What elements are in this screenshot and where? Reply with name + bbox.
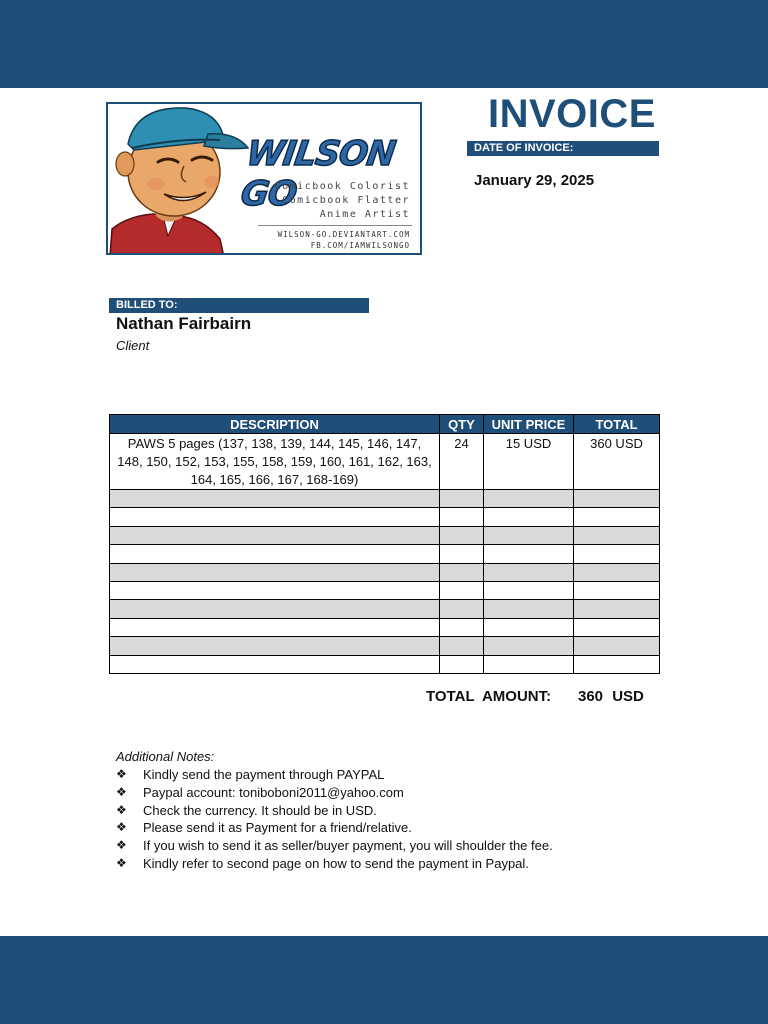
empty-cell <box>574 490 660 508</box>
item-total: 360 USD <box>574 434 660 490</box>
logo-role: Anime Artist <box>319 209 410 220</box>
notes-title: Additional Notes: <box>116 749 215 764</box>
total-amount-value: 360 USD <box>578 688 644 705</box>
empty-cell <box>484 490 574 508</box>
empty-cell <box>574 600 660 618</box>
empty-cell <box>484 581 574 599</box>
empty-cell <box>484 508 574 526</box>
total-amount-label: TOTAL AMOUNT: <box>426 688 552 705</box>
logo-role: Comicbook Colorist <box>274 181 410 192</box>
diamond-bullet-icon: ❖ <box>116 784 127 799</box>
empty-cell <box>110 600 440 618</box>
empty-cell <box>440 526 484 544</box>
column-header-qty: QTY <box>440 415 484 434</box>
empty-cell <box>440 655 484 673</box>
logo-role: Comicbook Flatter <box>282 195 410 206</box>
table-row-empty <box>110 618 660 636</box>
note-text: Kindly refer to second page on how to send the payment in Paypal. <box>143 855 529 871</box>
empty-cell <box>484 600 574 618</box>
footer-band <box>0 936 768 1024</box>
diamond-bullet-icon: ❖ <box>116 802 127 817</box>
empty-cell <box>440 490 484 508</box>
list-item <box>116 784 568 802</box>
table-row-empty <box>110 490 660 508</box>
logo-link: FB.COM/IAMWILSONGO <box>310 241 410 250</box>
company-logo <box>106 102 422 255</box>
list-item <box>116 802 568 820</box>
table-row <box>110 434 660 490</box>
empty-cell <box>440 508 484 526</box>
empty-cell <box>110 508 440 526</box>
billed-to-label: BILLED TO: <box>109 298 369 313</box>
item-unit-price: 15 USD <box>484 434 574 490</box>
client-role: Client <box>116 338 150 353</box>
empty-cell <box>574 618 660 636</box>
note-text: Please send it as Payment for a friend/relative. <box>143 820 412 836</box>
empty-cell <box>440 618 484 636</box>
empty-cell <box>110 490 440 508</box>
empty-cell <box>484 526 574 544</box>
diamond-bullet-icon: ❖ <box>116 855 127 870</box>
empty-cell <box>484 618 574 636</box>
empty-cell <box>110 618 440 636</box>
diamond-bullet-icon: ❖ <box>116 767 127 781</box>
table-row-empty <box>110 563 660 581</box>
logo-divider <box>258 225 412 226</box>
empty-cell <box>484 655 574 673</box>
empty-cell <box>574 526 660 544</box>
invoice-title: INVOICE <box>488 92 656 136</box>
header-band <box>0 0 768 88</box>
empty-cell <box>484 637 574 655</box>
empty-cell <box>110 526 440 544</box>
note-text: Paypal account: toniboboni2011@yahoo.com <box>143 784 404 800</box>
note-text: Kindly send the payment through PAYPAL <box>143 767 385 782</box>
empty-cell <box>484 545 574 563</box>
item-qty: 24 <box>440 434 484 490</box>
empty-cell <box>110 637 440 655</box>
item-description: PAWS 5 pages (137, 138, 139, 144, 145, 146, 147, 148, 150, 152, 153, 155, 158, 159, 160, 161, 162, 163, 164, 165, 166, 167, 168-169) <box>110 434 440 490</box>
client-name: Nathan Fairbairn <box>116 314 252 333</box>
empty-cell <box>440 545 484 563</box>
empty-cell <box>574 655 660 673</box>
table-row-empty <box>110 581 660 599</box>
table-header-row <box>110 415 660 434</box>
empty-cell <box>110 563 440 581</box>
column-header-description: DESCRIPTION <box>110 415 440 434</box>
diamond-bullet-icon: ❖ <box>116 820 127 835</box>
table-row-empty <box>110 637 660 655</box>
empty-cell <box>574 581 660 599</box>
list-item <box>116 837 568 855</box>
empty-cell <box>440 581 484 599</box>
empty-cell <box>574 508 660 526</box>
column-header-unit-price: UNIT PRICE <box>484 415 574 434</box>
empty-cell <box>110 655 440 673</box>
table-row-empty <box>110 526 660 544</box>
empty-cell <box>440 600 484 618</box>
total-amount <box>426 688 644 705</box>
column-header-total: TOTAL <box>574 415 660 434</box>
empty-cell <box>574 637 660 655</box>
logo-link: WILSON-GO.DEVIANTART.COM <box>277 230 410 239</box>
empty-cell <box>574 545 660 563</box>
table-row-empty <box>110 508 660 526</box>
list-item <box>116 819 568 837</box>
empty-cell <box>440 637 484 655</box>
logo-wordmark: WILSON GO <box>238 134 398 214</box>
note-text: Check the currency. It should be in USD. <box>143 802 377 818</box>
empty-cell <box>110 545 440 563</box>
table-row-empty <box>110 545 660 563</box>
list-item <box>116 855 568 873</box>
note-text: If you wish to send it as seller/buyer payment, you will shoulder the fee. <box>143 838 553 854</box>
diamond-bullet-icon: ❖ <box>116 838 127 853</box>
empty-cell <box>110 581 440 599</box>
empty-cell <box>574 563 660 581</box>
table-row-empty <box>110 655 660 673</box>
invoice-date: January 29, 2025 <box>474 172 595 189</box>
empty-cell <box>440 563 484 581</box>
notes-list <box>116 766 568 873</box>
invoice-items-table <box>109 414 660 674</box>
empty-cell <box>484 563 574 581</box>
date-label: DATE OF INVOICE: <box>467 141 659 156</box>
table-row-empty <box>110 600 660 618</box>
list-item <box>116 766 568 784</box>
